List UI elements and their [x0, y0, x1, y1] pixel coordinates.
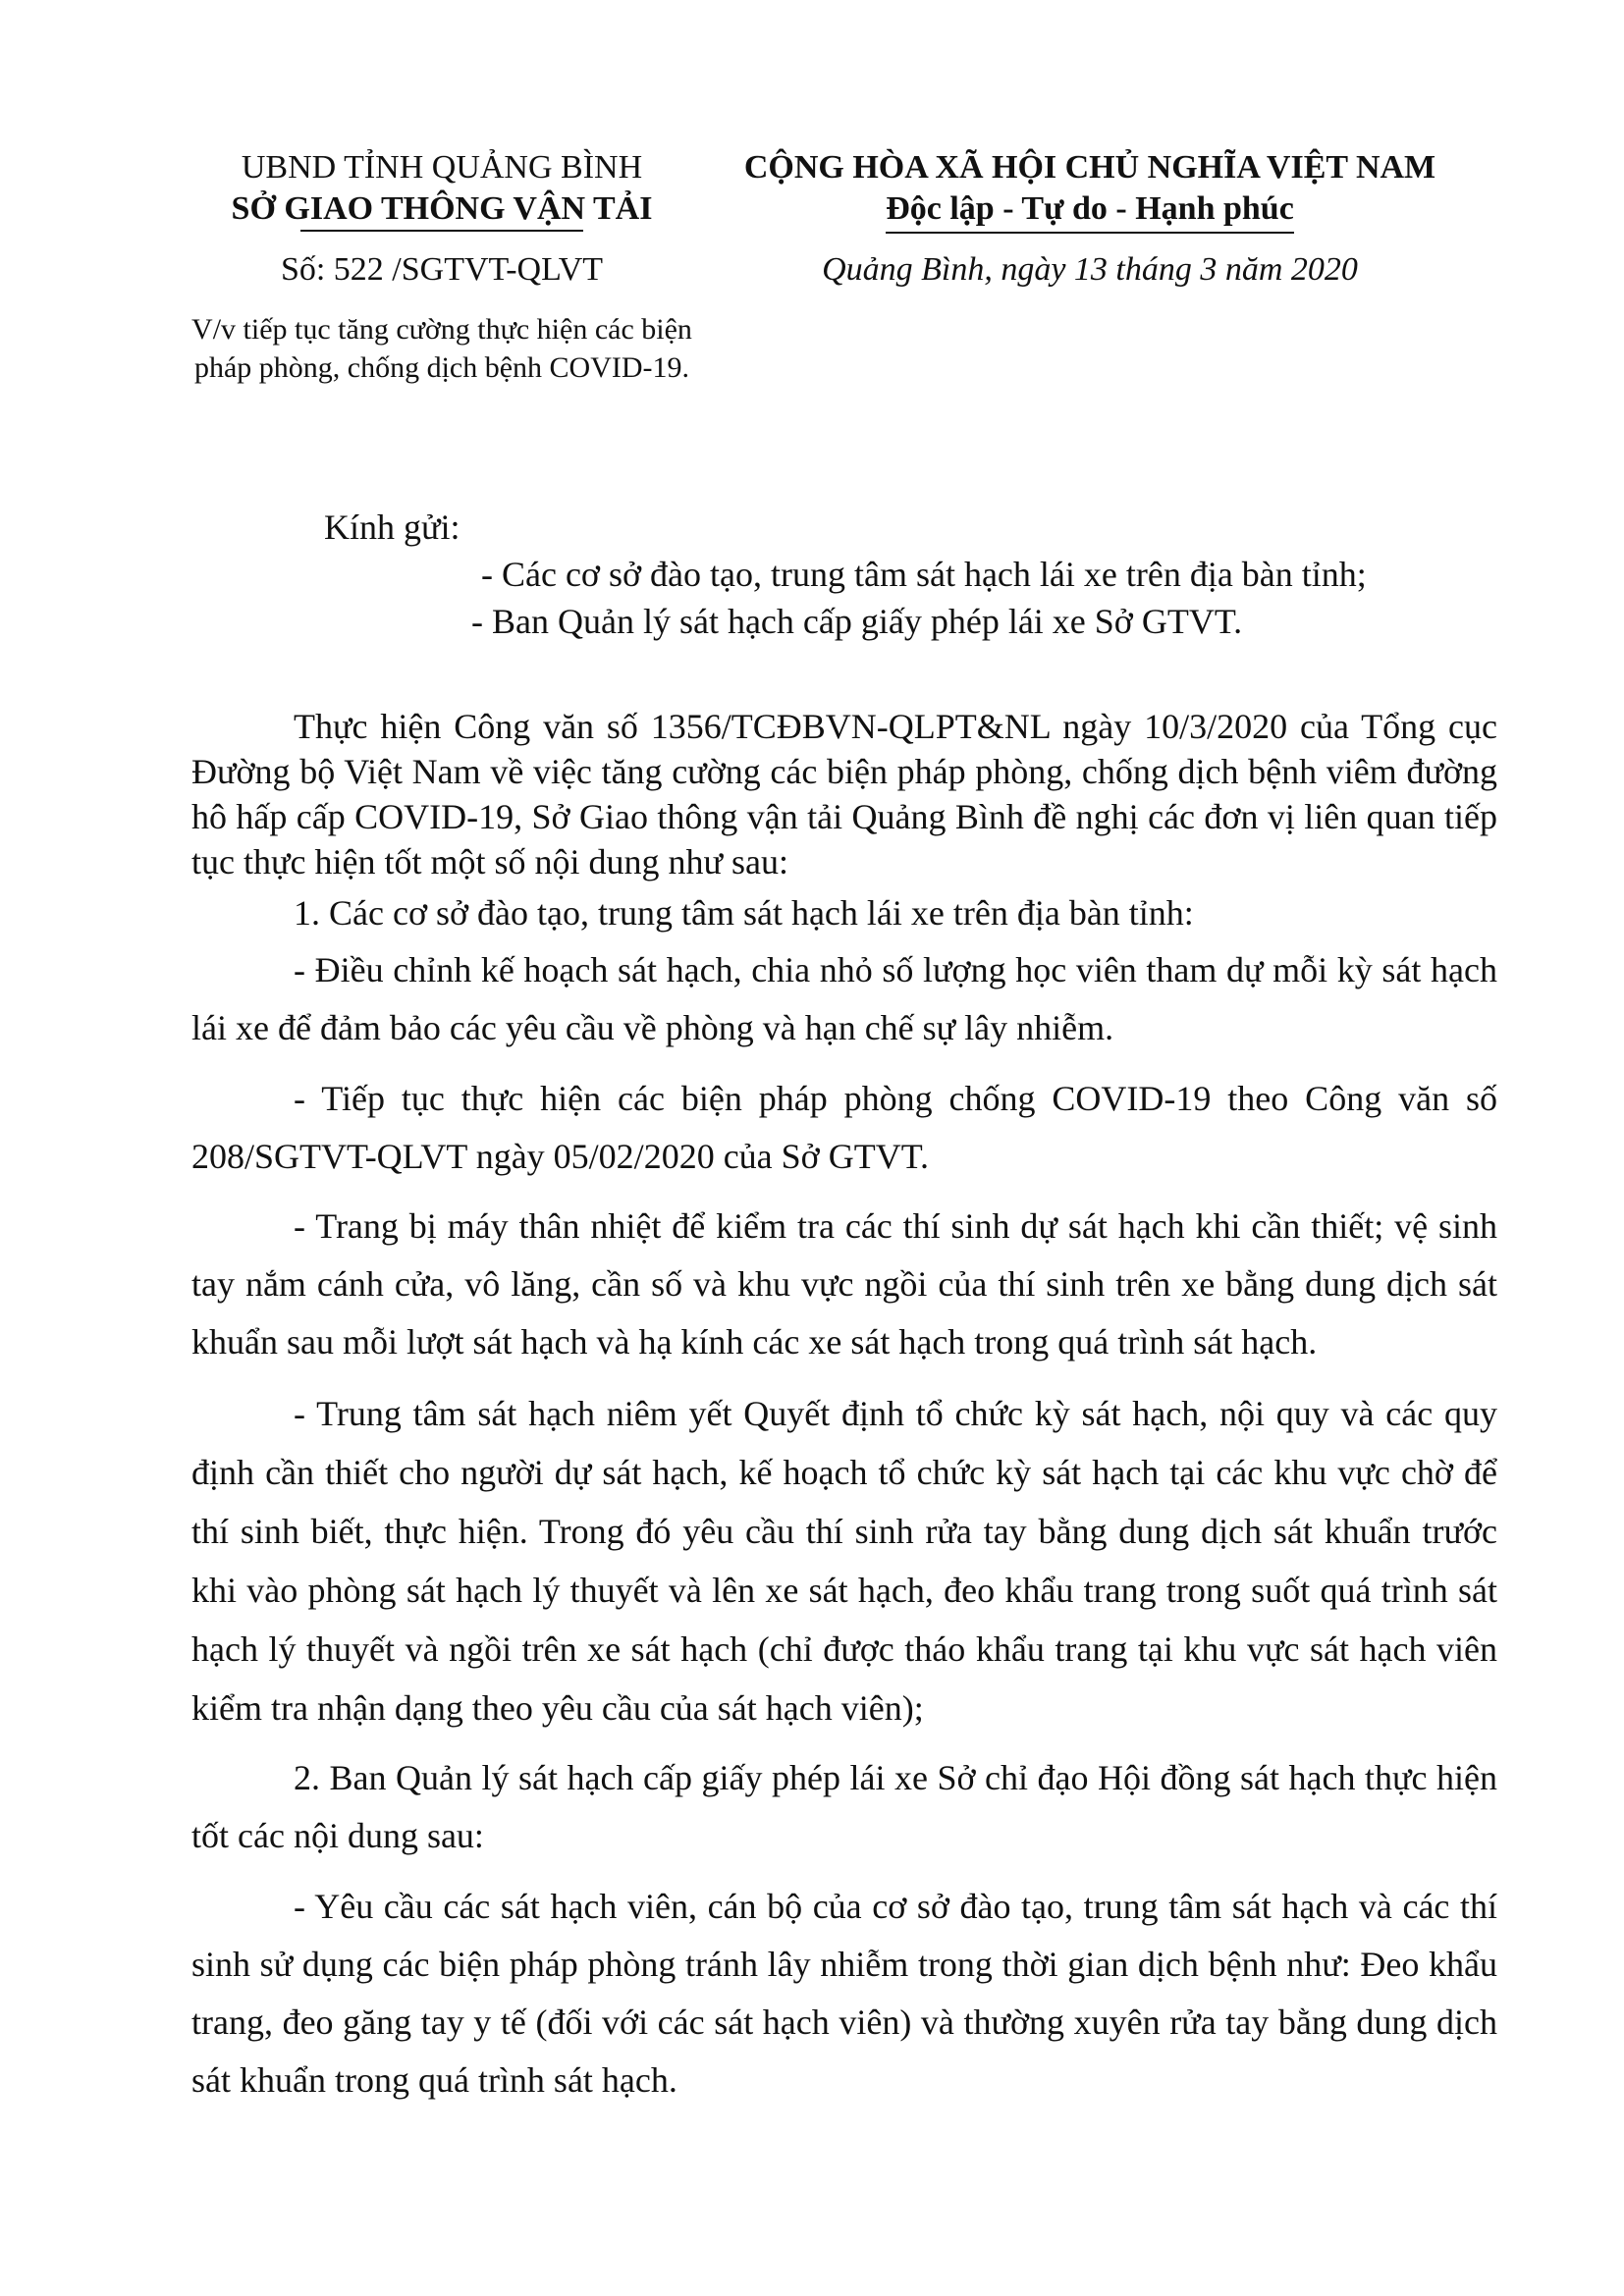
motto-text: Độc lập - Tự do - Hạnh phúc	[886, 190, 1294, 227]
motto-underline	[886, 232, 1294, 234]
recipient-item: - Ban Quản lý sát hạch cấp giấy phép lái xe Sở GTVT.	[471, 602, 1243, 641]
body-paragraph: - Yêu cầu các sát hạch viên, cán bộ của cơ sở đào tạo, trung tâm sát hạch và các thí sinh sử dụng các biện pháp phòng tránh lây nhiễm trong thời gian dịch bệnh như: Đeo khẩu trang, đeo găng tay y tế (đối với các sát hạch viên) và thường xuyên rửa tay bằng dung dịch sát khuẩn trong quá trình sát hạch.	[191, 1887, 1497, 2100]
department-name-text: SỞ GIAO THÔNG VẬN TẢI	[231, 190, 653, 227]
body-paragraph: 2. Ban Quản lý sát hạch cấp giấy phép lái xe Sở chỉ đạo Hội đồng sát hạch thực hiện tốt các nội dung sau:	[191, 1758, 1497, 1855]
document-subject: V/v tiếp tục tăng cường thực hiện các biện pháp phòng, chống dịch bệnh COVID-19.	[191, 313, 692, 384]
issuer-block	[191, 147, 692, 387]
national-header	[687, 147, 1492, 291]
body-paragraph: - Điều chỉnh kế hoạch sát hạch, chia nhỏ số lượng học viên tham dự mỗi kỳ sát hạch lái xe để đảm bảo các yêu cầu về phòng và hạn chế sự lây nhiễm.	[191, 950, 1497, 1047]
body-paragraph: - Tiếp tục thực hiện các biện pháp phòng chống COVID-19 theo Công văn số 208/SGTVT-QLVT ngày 05/02/2020 của Sở GTVT.	[191, 1079, 1497, 1176]
document-body	[191, 704, 1497, 2109]
document-date: Quảng Bình, ngày 13 tháng 3 năm 2020	[822, 251, 1358, 288]
body-paragraph: - Trang bị máy thân nhiệt để kiểm tra các thí sinh dự sát hạch khi cần thiết; vệ sinh tay nắm cánh cửa, vô lăng, cần số và khu vực ngồi của thí sinh trên xe bằng dung dịch sát khuẩn sau mỗi lượt sát hạch và hạ kính các xe sát hạch trong quá trình sát hạch.	[191, 1206, 1497, 1362]
body-paragraph: - Trung tâm sát hạch niêm yết Quyết định tổ chức kỳ sát hạch, nội quy và các quy định cần thiết cho người dự sát hạch, kế hoạch tổ chức kỳ sát hạch tại các khu vực chờ để thí sinh biết, thực hiện. Trong đó yêu cầu thí sinh rửa tay bằng dung dịch sát khuẩn trước khi vào phòng sát hạch lý thuyết và lên xe sát hạch, đeo khẩu trang trong suốt quá trình sát hạch lý thuyết và ngồi trên xe sát hạch (chỉ được tháo khẩu trang tại khu vực sát hạch viên kiểm tra nhận dạng theo yêu cầu của sát hạch viên);	[191, 1394, 1497, 1728]
recipient-item: - Các cơ sở đào tạo, trung tâm sát hạch lái xe trên địa bàn tỉnh;	[481, 555, 1367, 594]
body-paragraph: Thực hiện Công văn số 1356/TCĐBVN-QLPT&NL ngày 10/3/2020 của Tổng cục Đường bộ Việt Nam về việc tăng cường các biện pháp phòng, chống dịch bệnh viêm đường hô hấp cấp COVID-19, Sở Giao thông vận tải Quảng Bình đề nghị các đơn vị liên quan tiếp tục thực hiện tốt một số nội dung như sau:	[191, 707, 1497, 881]
department-name	[232, 188, 653, 230]
body-paragraph: 1. Các cơ sở đào tạo, trung tâm sát hạch lái xe trên địa bàn tỉnh:	[294, 893, 1194, 933]
recipients-label: Kính gửi:	[324, 507, 460, 547]
department-underline	[300, 230, 584, 232]
motto	[886, 188, 1294, 230]
recipients-block	[324, 504, 1367, 645]
authority-name: UBND TỈNH QUẢNG BÌNH	[241, 149, 643, 186]
document-number: Số: 522 /SGTVT-QLVT	[280, 251, 604, 288]
nation-title: CỘNG HÒA XÃ HỘI CHỦ NGHĨA VIỆT NAM	[743, 149, 1436, 186]
